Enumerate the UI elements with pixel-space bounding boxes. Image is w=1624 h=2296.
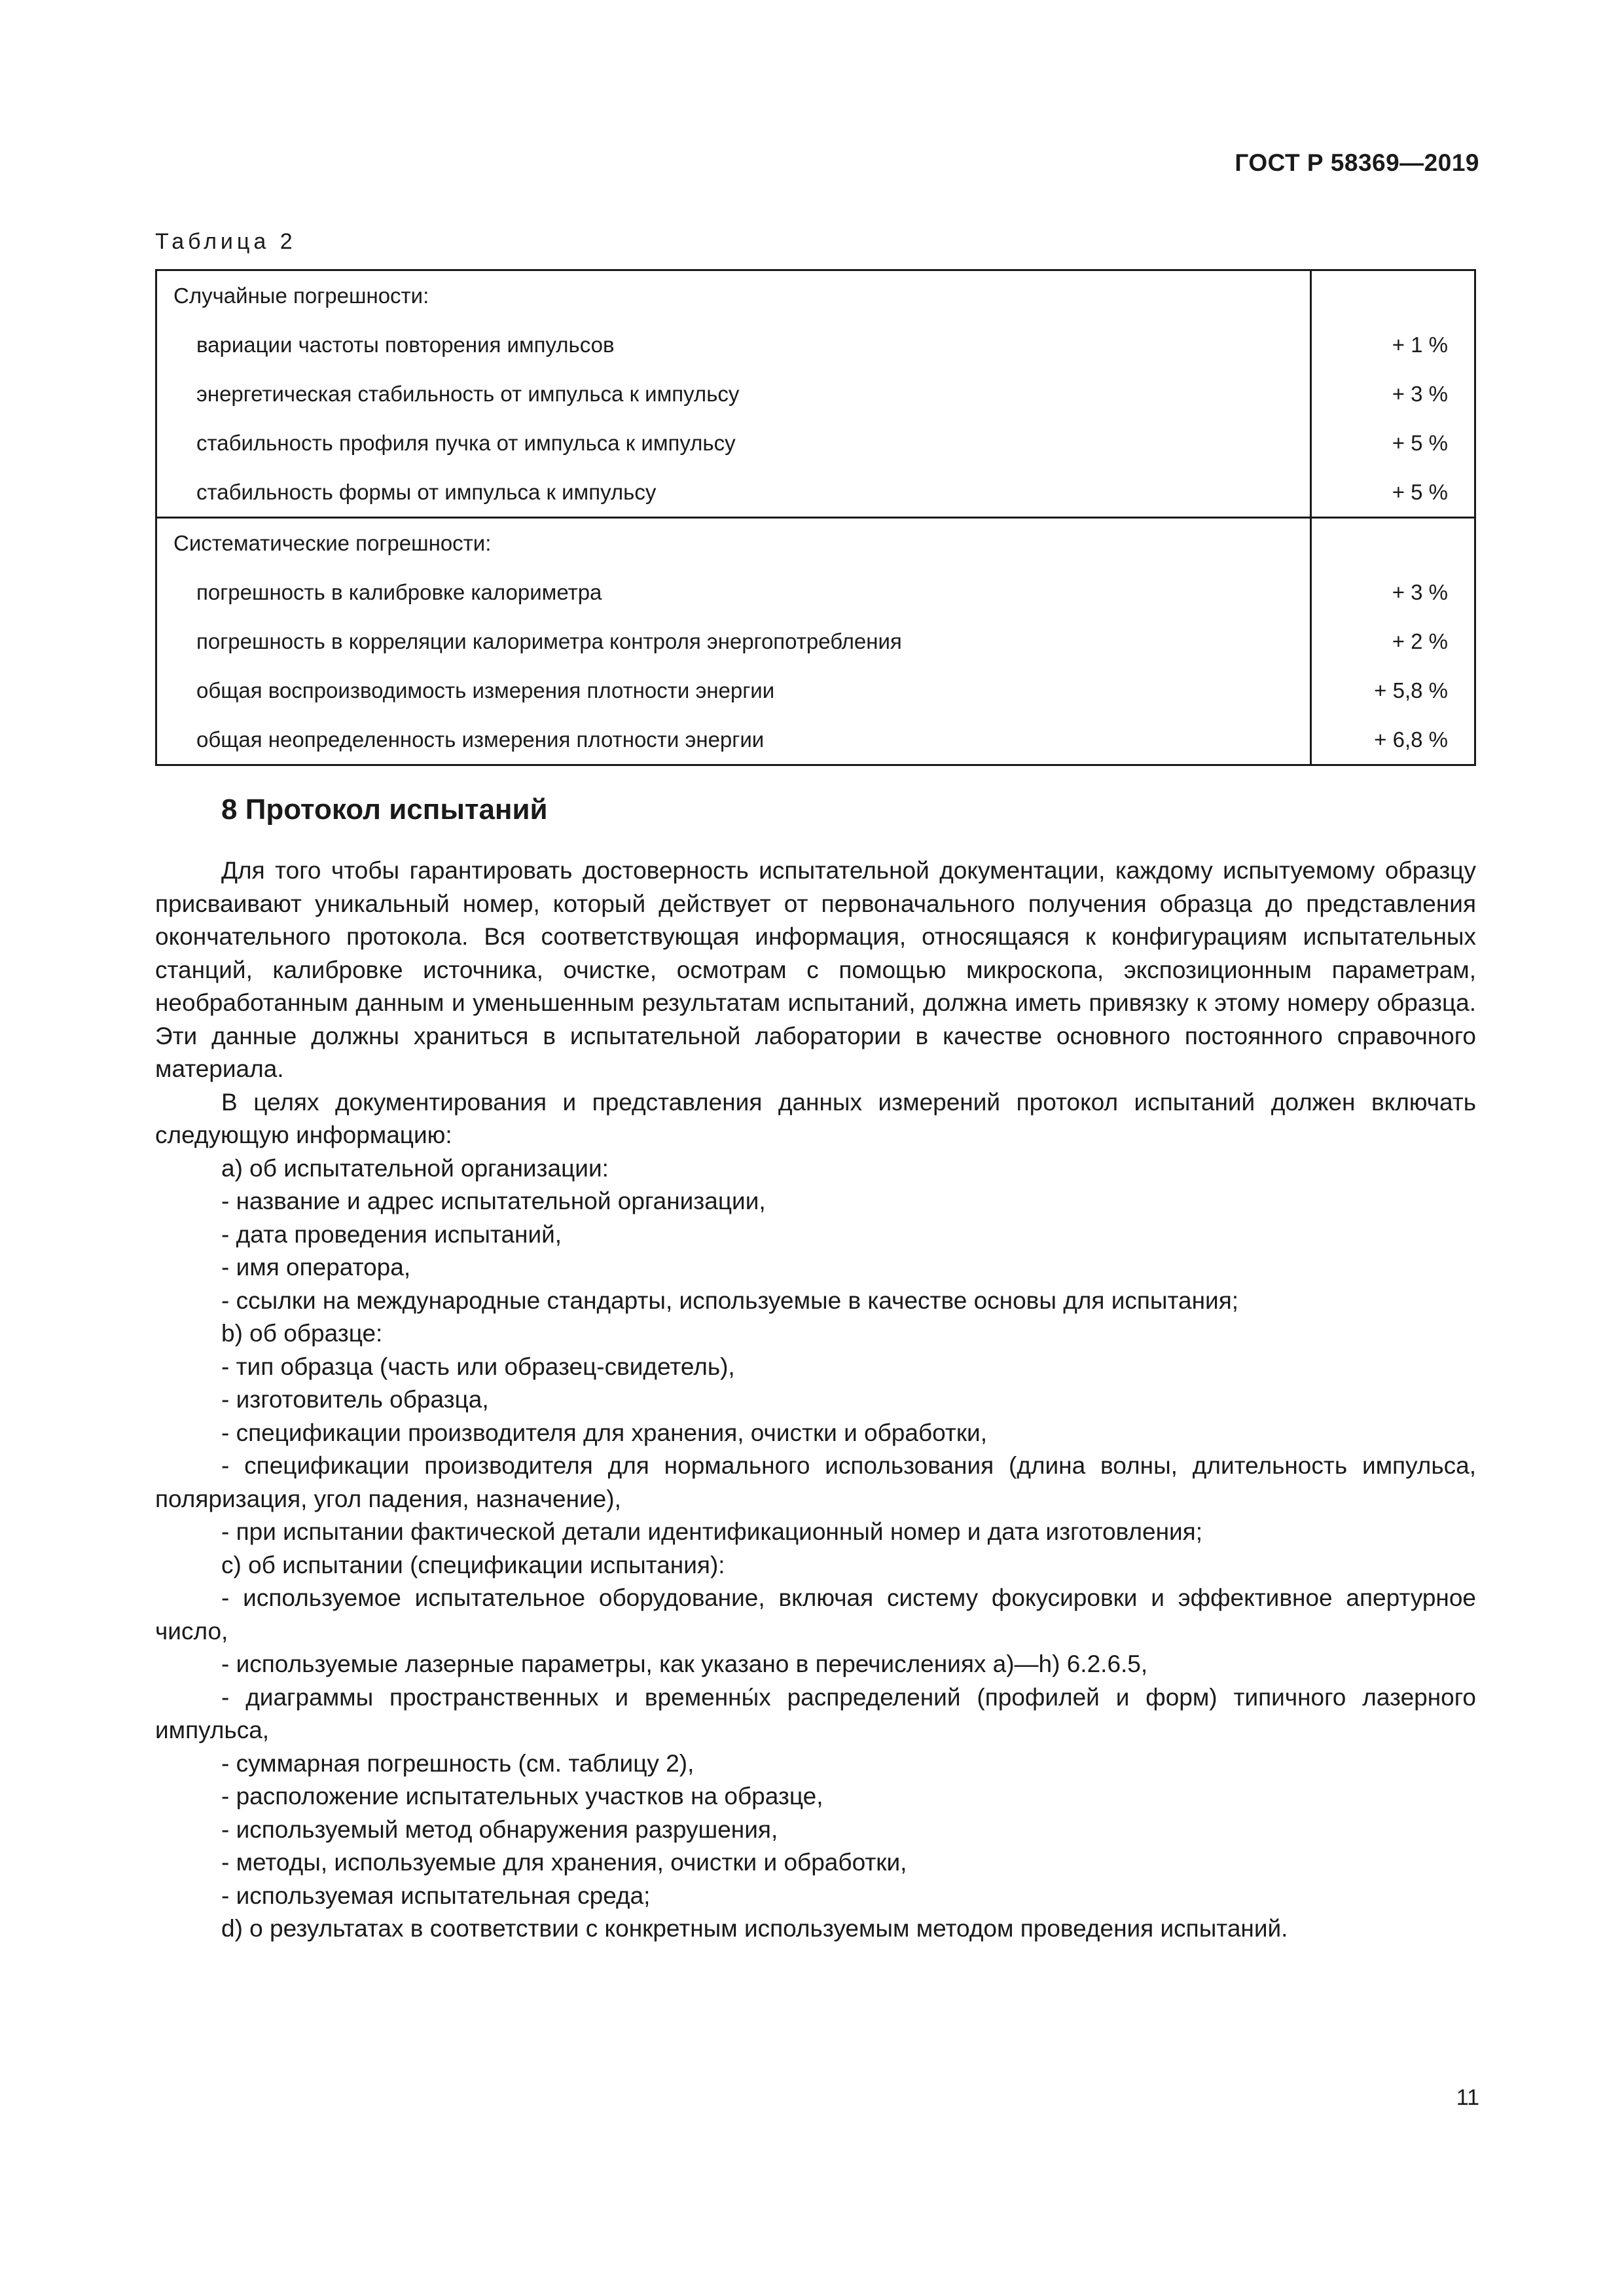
list-item: - используемые лазерные параметры, как указано в перечислениях а)—h) 6.2.6.5, bbox=[221, 1650, 1148, 1677]
list-item: а) об испытательной организации: bbox=[221, 1154, 609, 1182]
table-item-value: + 5 % bbox=[1311, 467, 1475, 518]
table-row bbox=[156, 715, 1475, 765]
list-item: - методы, используемые для хранения, очистки и обработки, bbox=[221, 1849, 907, 1876]
list-item: - спецификации производителя для хранения, очистки и обработки, bbox=[221, 1419, 987, 1446]
table-group-title-row bbox=[156, 518, 1475, 568]
table-row bbox=[156, 467, 1475, 518]
table-item-value: + 5,8 % bbox=[1311, 666, 1475, 715]
table-group-title-row bbox=[156, 270, 1475, 321]
table-row bbox=[156, 666, 1475, 715]
table-row bbox=[156, 617, 1475, 666]
list-item: d) о результатах в соответствии с конкретным используемым методом проведения испытаний. bbox=[221, 1915, 1288, 1942]
list-item: - название и адрес испытательной организации, bbox=[221, 1188, 766, 1214]
list-item: - изготовитель образца, bbox=[221, 1386, 489, 1413]
paragraph: В целях документирования и представления данных измерений протокол испытаний должен включать следующую информацию: bbox=[155, 1088, 1476, 1148]
table-value-cell bbox=[1311, 270, 1475, 321]
table-item-value: + 5 % bbox=[1311, 418, 1475, 467]
table-item-value: + 3 % bbox=[1311, 369, 1475, 418]
table-row bbox=[156, 418, 1475, 467]
table-item-label: погрешность в калибровке калориметра bbox=[156, 568, 1311, 617]
list-item: - используемый метод обнаружения разрушения, bbox=[221, 1815, 778, 1843]
table-item-label: энергетическая стабильность от импульса к импульсу bbox=[156, 369, 1311, 418]
list-item: - расположение испытательных участков на образце, bbox=[221, 1783, 823, 1810]
list-item: - ссылки на международные стандарты, используемые в качестве основы для испытания; bbox=[221, 1286, 1239, 1314]
list-item: - суммарная погрешность (см. таблицу 2), bbox=[221, 1749, 695, 1777]
document-code-header: ГОСТ Р 58369—2019 bbox=[1235, 149, 1479, 176]
table-value-cell bbox=[1311, 518, 1475, 568]
list-item: - тип образца (часть или образец-свидетель), bbox=[221, 1353, 735, 1380]
table-caption: Таблица 2 bbox=[155, 229, 297, 254]
table-item-label: стабильность профиля пучка от импульса к импульсу bbox=[156, 418, 1311, 467]
table-row bbox=[156, 369, 1475, 418]
table-group-title: Случайные погрешности: bbox=[156, 270, 1311, 321]
list-item: b) об образце: bbox=[221, 1320, 383, 1347]
error-budget-table bbox=[155, 269, 1476, 766]
table-item-value: + 2 % bbox=[1311, 617, 1475, 666]
section-body bbox=[155, 854, 1476, 1946]
paragraph: Для того чтобы гарантировать достоверность испытательной документации, каждому испытуемому образцу присваивают уникальный номер, который действует от первоначального получения образца до представления окончательного протокола. Вся соответствующая информация, относящаяся к конфигурациям испытательных станций, калибровке источника, очистке, осмотрам с помощью микроскопа, экспозиционным параметрам, необработанным данным и уменьшенным результатам испытаний, должна иметь привязку к этому номеру образца. Эти данные должны храниться в испытательной лаборатории в качестве основного постоянного справочного материала. bbox=[155, 857, 1476, 1082]
list-item: - используемая испытательная среда; bbox=[221, 1882, 651, 1909]
list-item: - при испытании фактической детали идентификационный номер и дата изготовления; bbox=[221, 1518, 1202, 1545]
table-item-value: + 1 % bbox=[1311, 320, 1475, 369]
list-item: - дата проведения испытаний, bbox=[221, 1220, 562, 1248]
table-item-label: погрешность в корреляции калориметра контроля энергопотребления bbox=[156, 617, 1311, 666]
table-row bbox=[156, 568, 1475, 617]
table-group-title: Систематические погрешности: bbox=[156, 518, 1311, 568]
list-item: с) об испытании (спецификации испытания): bbox=[221, 1551, 725, 1578]
list-item: - используемое испытательное оборудование, включая систему фокусировки и эффективное апертурное число, bbox=[155, 1584, 1476, 1645]
table-item-value: + 3 % bbox=[1311, 568, 1475, 617]
table-item-label: общая неопределенность измерения плотности энергии bbox=[156, 715, 1311, 765]
table-item-value: + 6,8 % bbox=[1311, 715, 1475, 765]
list-item: - имя оператора, bbox=[221, 1254, 411, 1281]
section-heading: 8 Протокол испытаний bbox=[221, 793, 548, 826]
table-item-label: общая воспроизводимость измерения плотности энергии bbox=[156, 666, 1311, 715]
list-item: - спецификации производителя для нормального использования (длина волны, длительность импульса, поляризация, угол падения, назначение), bbox=[155, 1452, 1476, 1512]
table-row bbox=[156, 320, 1475, 369]
page-number: 11 bbox=[1456, 2085, 1479, 2110]
table-item-label: вариации частоты повторения импульсов bbox=[156, 320, 1311, 369]
table-item-label: стабильность формы от импульса к импульсу bbox=[156, 467, 1311, 518]
list-item: - диаграммы пространственных и временны́х распределений (профилей и форм) типичного лазерного импульса, bbox=[155, 1683, 1476, 1743]
